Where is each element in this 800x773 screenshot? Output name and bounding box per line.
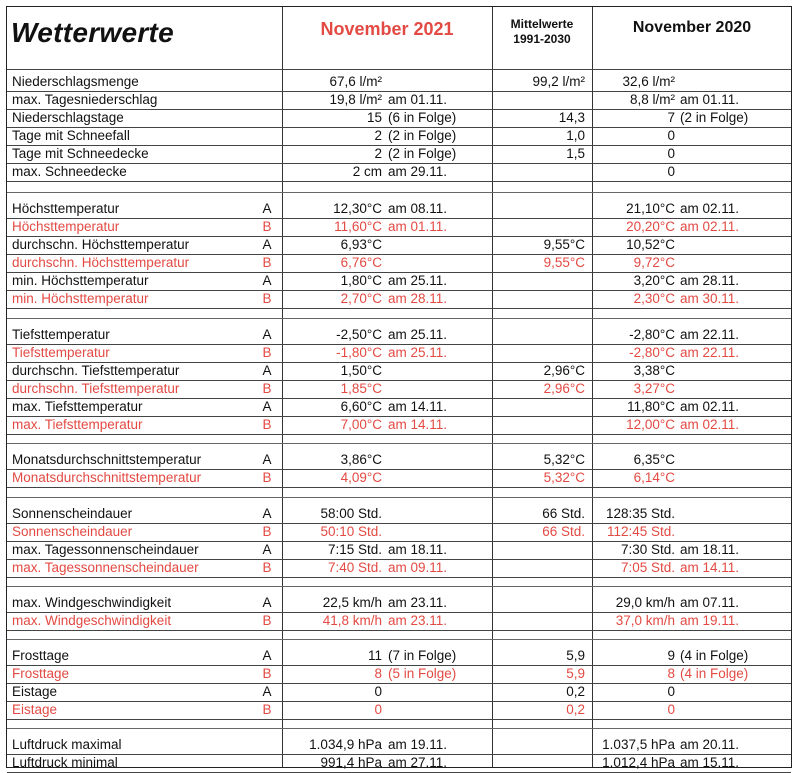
date-2020: am 01.11. xyxy=(680,92,740,107)
row-label: durchschn. Höchsttemperatur xyxy=(12,237,190,252)
row-divider xyxy=(7,719,791,720)
row-label: max. Tiefsttemperatur xyxy=(12,417,143,432)
row-divider xyxy=(7,683,791,684)
value-2021: 7:15 Std. xyxy=(327,542,382,557)
table-row xyxy=(7,398,791,416)
row-divider xyxy=(7,443,791,444)
date-2021: am 28.11. xyxy=(388,291,448,306)
date-2020: am 07.11. xyxy=(680,595,740,610)
row-label: max. Tagessonnenscheindauer xyxy=(12,560,199,575)
value-2020: 11,80°C xyxy=(627,399,675,414)
row-divider xyxy=(7,236,791,237)
value-2020: 3,20°C xyxy=(633,273,675,288)
station-marker: A xyxy=(262,327,272,342)
value-2021: 0 xyxy=(374,702,382,717)
date-2020: am 22.11. xyxy=(680,345,740,360)
value-2020: 0 xyxy=(667,684,675,699)
value-2020: 1.012,4 hPa xyxy=(602,755,675,770)
date-2020: (4 in Folge) xyxy=(680,666,749,681)
value-mittelwert: 5,32°C xyxy=(543,470,585,485)
table-row xyxy=(7,218,791,236)
date-2020: am 20.11. xyxy=(680,737,740,752)
row-label: Höchsttemperatur xyxy=(12,219,120,234)
table-row xyxy=(7,559,791,577)
date-2021: am 19.11. xyxy=(388,737,448,752)
row-label: min. Höchsttemperatur xyxy=(12,291,149,306)
station-marker: A xyxy=(262,201,272,216)
value-2020: 1.037,5 hPa xyxy=(602,737,675,752)
table-row xyxy=(7,451,791,469)
value-2021: 11,60°C xyxy=(334,219,382,234)
value-mittelwert: 5,9 xyxy=(566,648,585,663)
row-label: Tiefsttemperatur xyxy=(12,327,110,342)
row-divider xyxy=(7,754,791,755)
value-2020: 8,8 l/m² xyxy=(629,92,675,107)
value-2020: 0 xyxy=(667,146,675,161)
table-row xyxy=(7,505,791,523)
value-2020: 9 xyxy=(667,648,675,663)
table-row xyxy=(7,683,791,701)
value-2020: 128:35 Std. xyxy=(605,506,675,521)
table-row xyxy=(7,647,791,665)
date-2020: am 22.11. xyxy=(680,327,740,342)
station-marker: B xyxy=(262,666,272,681)
row-label: max. Tagessonnenscheindauer xyxy=(12,542,199,557)
row-divider xyxy=(7,665,791,666)
value-2020: 37,0 km/h xyxy=(615,613,675,628)
date-2020: am 02.11. xyxy=(680,417,740,432)
date-2020: am 30.11. xyxy=(680,291,740,306)
row-label: Sonnenscheindauer xyxy=(12,524,133,539)
row-divider xyxy=(7,318,791,319)
station-marker: B xyxy=(262,470,272,485)
row-label: Luftdruck minimal xyxy=(12,755,118,770)
value-2020: 12,00°C xyxy=(626,417,675,432)
table-row xyxy=(7,380,791,398)
value-2021: 2 xyxy=(374,128,382,143)
station-marker: A xyxy=(262,273,272,288)
table-row xyxy=(7,344,791,362)
row-divider xyxy=(7,497,791,498)
row-label: durchschn. Tiefsttemperatur xyxy=(12,363,180,378)
value-2021: 58:00 Std. xyxy=(320,506,382,521)
table-row xyxy=(7,145,791,163)
row-divider xyxy=(7,416,791,417)
station-marker: A xyxy=(262,452,272,467)
row-label: max. Tagesniederschlag xyxy=(12,92,158,107)
value-2021: 19,8 l/m² xyxy=(329,92,382,107)
table-row xyxy=(7,416,791,434)
station-marker: B xyxy=(262,417,272,432)
value-mittelwert: 9,55°C xyxy=(543,255,585,270)
weather-table xyxy=(6,6,792,768)
value-2021: -2,50°C xyxy=(336,327,382,342)
row-label: Luftdruck maximal xyxy=(12,737,122,752)
value-mittelwert: 66 Std. xyxy=(542,506,585,521)
value-2021: 0 xyxy=(374,684,382,699)
column-header-mittelwerte xyxy=(492,17,592,47)
value-2021: 3,86°C xyxy=(340,452,382,467)
date-2020: am 19.11. xyxy=(680,613,740,628)
date-2021: am 09.11. xyxy=(388,560,448,575)
value-2020: 112:45 Std. xyxy=(606,524,675,539)
row-divider xyxy=(7,254,791,255)
row-label: max. Windgeschwindigkeit xyxy=(12,613,172,628)
value-2021: 2 xyxy=(374,146,382,161)
row-label: Monatsdurchschnittstemperatur xyxy=(12,470,202,485)
value-mittelwert: 2,96°C xyxy=(543,363,585,378)
date-2021: (6 in Folge) xyxy=(388,110,457,125)
station-marker: B xyxy=(262,291,272,306)
row-label: Niederschlagstage xyxy=(12,110,124,125)
station-marker: A xyxy=(262,595,272,610)
table-row xyxy=(7,73,791,91)
row-label: min. Höchsttemperatur xyxy=(12,273,149,288)
date-2021: am 23.11. xyxy=(388,595,448,610)
date-2021: (2 in Folge) xyxy=(388,146,457,161)
table-title: Wetterwerte xyxy=(11,17,175,48)
value-2021: 991,4 hPa xyxy=(320,755,382,770)
row-label: durchschn. Höchsttemperatur xyxy=(12,255,190,270)
value-2021: 11 xyxy=(367,648,382,663)
row-divider xyxy=(7,181,791,182)
value-2021: 1,80°C xyxy=(340,273,382,288)
row-label: max. Windgeschwindigkeit xyxy=(12,595,172,610)
value-2020: 3,38°C xyxy=(633,363,675,378)
row-label: Frosttage xyxy=(12,666,70,681)
date-2020: am 02.11. xyxy=(680,201,740,216)
row-divider xyxy=(7,577,791,578)
row-label: Höchsttemperatur xyxy=(12,201,120,216)
date-2021: am 14.11. xyxy=(388,417,448,432)
date-2020: am 02.11. xyxy=(680,399,740,414)
value-2021: 6,76°C xyxy=(340,255,382,270)
value-2020: 7:05 Std. xyxy=(620,560,675,575)
table-row xyxy=(7,254,791,272)
date-2021: am 01.11. xyxy=(388,219,448,234)
table-row xyxy=(7,236,791,254)
row-label: Tage mit Schneefall xyxy=(12,128,130,143)
station-marker: A xyxy=(262,363,272,378)
date-2020: am 14.11. xyxy=(680,560,740,575)
row-label: Eistage xyxy=(12,684,58,699)
value-mittelwert: 0,2 xyxy=(566,702,585,717)
table-row xyxy=(7,665,791,683)
date-2021: (7 in Folge) xyxy=(388,648,457,663)
row-divider xyxy=(7,630,791,631)
table-row xyxy=(7,754,791,772)
value-mittelwert: 1,5 xyxy=(566,146,585,161)
station-marker: B xyxy=(262,560,272,575)
value-2020: 0 xyxy=(667,128,675,143)
value-2021: 7,00°C xyxy=(340,417,382,432)
station-marker: A xyxy=(262,648,272,663)
value-2020: -2,80°C xyxy=(629,345,675,360)
row-label: max. Schneedecke xyxy=(12,164,127,179)
value-2021: 67,6 l/m² xyxy=(329,74,382,89)
value-2021: 2 cm xyxy=(352,164,382,179)
date-2021: am 25.11. xyxy=(388,345,448,360)
date-2021: am 23.11. xyxy=(388,613,448,628)
value-mittelwert: 99,2 l/m² xyxy=(532,74,585,89)
table-row xyxy=(7,701,791,719)
row-label: Eistage xyxy=(12,702,58,717)
table-row xyxy=(7,362,791,380)
value-2020: 10,52°C xyxy=(626,237,675,252)
table-row xyxy=(7,541,791,559)
value-2021: 4,09°C xyxy=(340,470,382,485)
station-marker: A xyxy=(262,684,272,699)
row-divider xyxy=(7,398,791,399)
row-label: Tage mit Schneedecke xyxy=(12,146,149,161)
row-divider xyxy=(7,272,791,273)
station-marker: B xyxy=(262,255,272,270)
value-2020: 6,35°C xyxy=(633,452,675,467)
row-label: durchschn. Tiefsttemperatur xyxy=(12,381,180,396)
column-header-november-2020: November 2020 xyxy=(632,19,752,36)
row-label: Sonnenscheindauer xyxy=(12,506,133,521)
row-divider xyxy=(7,308,791,309)
table-row xyxy=(7,736,791,754)
row-divider xyxy=(7,192,791,193)
row-divider xyxy=(7,728,791,729)
value-2020: 3,27°C xyxy=(633,381,675,396)
value-2020: 8 xyxy=(667,666,675,681)
value-2020: 9,72°C xyxy=(633,255,675,270)
station-marker: A xyxy=(262,237,272,252)
value-mittelwert: 14,3 xyxy=(558,110,585,125)
row-divider xyxy=(7,380,791,381)
row-divider xyxy=(7,344,791,345)
row-divider xyxy=(7,91,791,92)
station-marker: B xyxy=(262,613,272,628)
table-row xyxy=(7,109,791,127)
row-divider xyxy=(7,163,791,164)
station-marker: B xyxy=(262,381,272,396)
date-2021: am 25.11. xyxy=(388,273,448,288)
value-mittelwert: 5,9 xyxy=(566,666,585,681)
station-marker: B xyxy=(262,219,272,234)
date-2021: am 29.11. xyxy=(388,164,448,179)
station-marker: A xyxy=(262,542,272,557)
row-divider xyxy=(7,541,791,542)
table-row xyxy=(7,290,791,308)
row-divider xyxy=(7,523,791,524)
date-2020: am 02.11. xyxy=(680,219,740,234)
value-mittelwert: 9,55°C xyxy=(543,237,585,252)
value-mittelwert: 66 Std. xyxy=(542,524,585,539)
row-divider xyxy=(7,469,791,470)
value-2021: -1,80°C xyxy=(336,345,382,360)
date-2021: am 01.11. xyxy=(388,92,448,107)
value-2021: 41,8 km/h xyxy=(322,613,382,628)
row-divider xyxy=(7,487,791,488)
date-2021: (2 in Folge) xyxy=(388,128,457,143)
value-mittelwert: 2,96°C xyxy=(543,381,585,396)
table-row xyxy=(7,523,791,541)
value-2021: 6,93°C xyxy=(340,237,382,252)
row-label: max. Tiefsttemperatur xyxy=(12,399,143,414)
row-divider xyxy=(7,612,791,613)
value-2020: 21,10°C xyxy=(626,201,675,216)
table-row xyxy=(7,91,791,109)
date-2020: (4 in Folge) xyxy=(680,648,749,663)
value-2020: 0 xyxy=(667,164,675,179)
row-label: Tiefsttemperatur xyxy=(12,345,110,360)
row-divider xyxy=(7,290,791,291)
value-mittelwert: 0,2 xyxy=(566,684,585,699)
value-2020: 6,14°C xyxy=(633,470,675,485)
table-row xyxy=(7,469,791,487)
value-2021: 12,30°C xyxy=(333,201,382,216)
station-marker: B xyxy=(262,345,272,360)
value-2020: 20,20°C xyxy=(626,219,675,234)
row-divider xyxy=(7,127,791,128)
date-2020: am 15.11. xyxy=(680,755,740,770)
table-row xyxy=(7,200,791,218)
station-marker: B xyxy=(262,524,272,539)
table-row xyxy=(7,612,791,630)
date-2020: (2 in Folge) xyxy=(680,110,749,125)
mittelwerte-period: 1991-2030 xyxy=(513,32,571,46)
table-row xyxy=(7,127,791,145)
value-mittelwert: 1,0 xyxy=(566,128,585,143)
value-2020: 2,30°C xyxy=(633,291,675,306)
column-header-november-2021: November 2021 xyxy=(320,19,454,39)
value-2021: 15 xyxy=(366,110,382,125)
table-row xyxy=(7,594,791,612)
station-marker: B xyxy=(262,702,272,717)
row-divider xyxy=(7,145,791,146)
row-divider xyxy=(7,69,791,70)
date-2020: am 28.11. xyxy=(680,273,740,288)
value-2020: 7:30 Std. xyxy=(620,542,675,557)
value-2021: 22,5 km/h xyxy=(322,595,382,610)
date-2021: am 25.11. xyxy=(388,327,448,342)
row-divider xyxy=(7,109,791,110)
value-2021: 1,50°C xyxy=(340,363,382,378)
value-2020: 29,0 km/h xyxy=(615,595,675,610)
value-2020: 7 xyxy=(667,110,675,125)
value-2020: -2,80°C xyxy=(629,327,675,342)
value-2021: 1.034,9 hPa xyxy=(309,737,382,752)
row-divider xyxy=(7,434,791,435)
row-divider xyxy=(7,586,791,587)
value-mittelwert: 5,32°C xyxy=(543,452,585,467)
station-marker: A xyxy=(262,399,272,414)
table-row xyxy=(7,272,791,290)
row-divider xyxy=(7,362,791,363)
mittelwerte-label: Mittelwerte xyxy=(510,17,574,31)
value-2021: 2,70°C xyxy=(340,291,382,306)
date-2021: am 14.11. xyxy=(388,399,448,414)
date-2021: (5 in Folge) xyxy=(388,666,457,681)
row-label: Niederschlagsmenge xyxy=(12,74,139,89)
row-divider xyxy=(7,639,791,640)
row-label: Monatsdurchschnittstemperatur xyxy=(12,452,202,467)
date-2021: am 08.11. xyxy=(388,201,448,216)
value-2021: 8 xyxy=(374,666,382,681)
row-divider xyxy=(7,218,791,219)
row-divider xyxy=(7,559,791,560)
table-row xyxy=(7,163,791,181)
table-row xyxy=(7,326,791,344)
value-2021: 6,60°C xyxy=(340,399,382,414)
date-2021: am 18.11. xyxy=(388,542,448,557)
value-2020: 0 xyxy=(667,702,675,717)
value-2020: 32,6 l/m² xyxy=(622,74,675,89)
station-marker: A xyxy=(262,506,272,521)
value-2021: 1,85°C xyxy=(340,381,382,396)
value-2021: 50:10 Std. xyxy=(320,524,382,539)
date-2020: am 18.11. xyxy=(680,542,740,557)
row-divider xyxy=(7,701,791,702)
value-2021: 7:40 Std. xyxy=(327,560,382,575)
date-2021: am 27.11. xyxy=(388,755,448,770)
row-label: Frosttage xyxy=(12,648,70,663)
